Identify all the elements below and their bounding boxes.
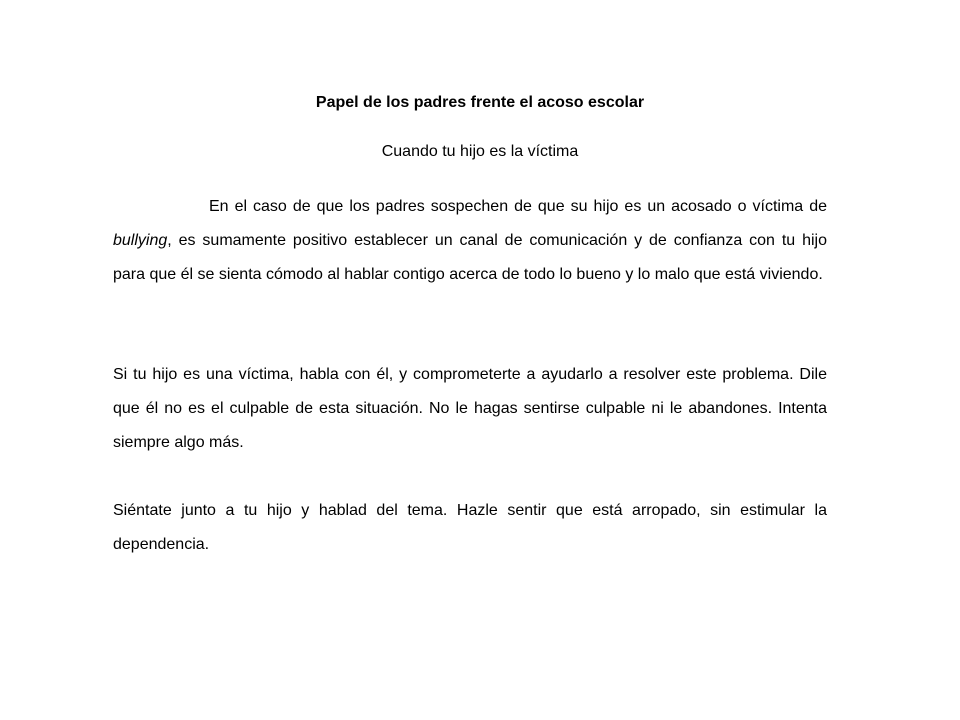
paragraph-1-text-start: En el caso de que los padres sospechen de que su hijo es un acosado o víctima de (209, 198, 827, 215)
paragraph-1-text-end: , es sumamente positivo establecer un canal de comunicación y de confianza con tu hijo para que él se sienta cómodo al hablar contigo acerca de todo lo bueno y lo malo que está viviendo. (113, 232, 827, 283)
document-title: Papel de los padres frente el acoso escolar (315, 94, 645, 111)
paragraph-1 (113, 190, 827, 292)
document-subtitle: Cuando tu hijo es la víctima (381, 143, 579, 160)
paragraph-1-emphasis: bullying (113, 232, 168, 249)
paragraph-3: Siéntate junto a tu hijo y hablad del tema. Hazle sentir que está arropado, sin estimular la dependencia. (113, 502, 827, 553)
paragraph-2: Si tu hijo es una víctima, habla con él, y comprometerte a ayudarlo a resolver este problema. Dile que él no es el culpable de esta situación. No le hagas sentirse culpable ni le abandones. Intenta siempre algo más. (113, 366, 827, 451)
